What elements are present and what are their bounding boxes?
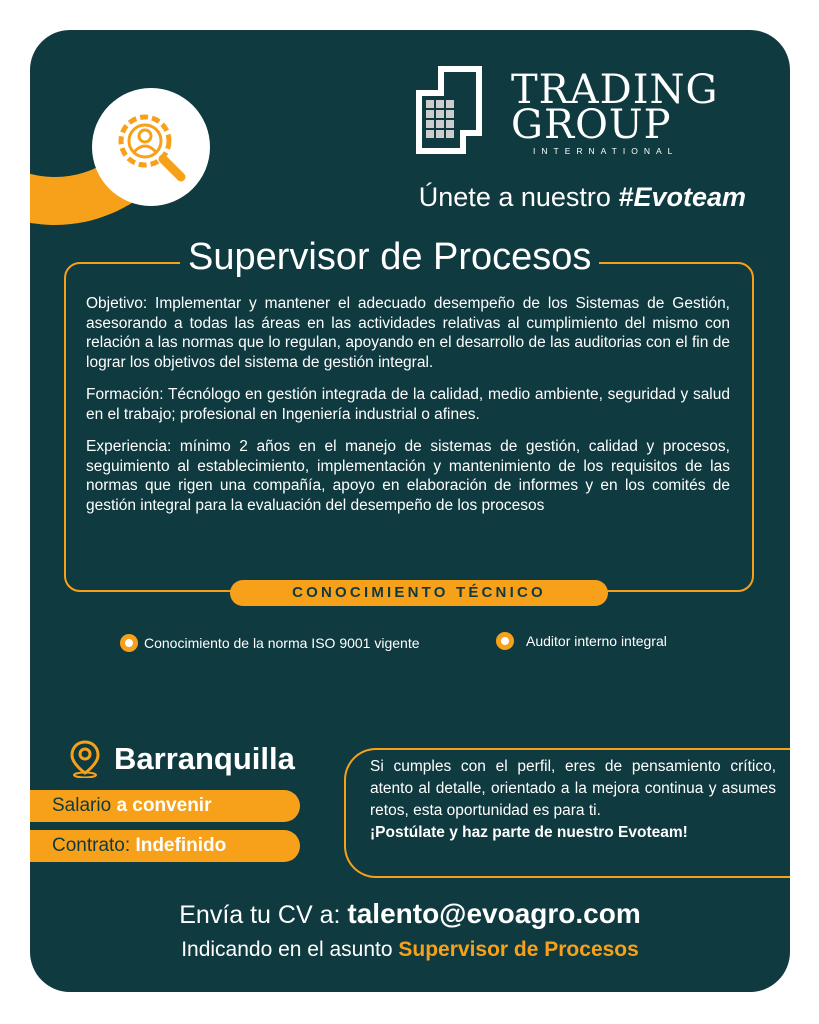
- salary-label: Salario: [52, 795, 112, 816]
- contract-value: Indefinido: [135, 835, 227, 856]
- knowledge-item: [496, 632, 667, 650]
- job-description: [86, 294, 730, 528]
- knowledge-item-label: Auditor interno integral: [526, 633, 667, 649]
- callout-text: Si cumples con el perfil, eres de pensamiento crítico, atento al detalle, orientado a la mejora continua y asumes retos, esta oportunidad es para ti.: [370, 758, 776, 819]
- location-label: Barranquilla: [114, 741, 295, 776]
- logo-word-group: GROUP: [511, 102, 672, 148]
- subject-prefix: Indicando en el asunto: [181, 938, 393, 961]
- logo-grid-icon: [416, 66, 482, 154]
- technical-knowledge-header: CONOCIMIENTO TÉCNICO: [230, 580, 608, 606]
- salary-pill: [30, 790, 300, 822]
- apply-prefix: Envía tu CV a:: [179, 901, 341, 929]
- location: [70, 740, 295, 778]
- job-title: Supervisor de Procesos: [180, 236, 599, 279]
- knowledge-item: [120, 634, 420, 652]
- apply-line: [30, 898, 790, 930]
- logo-word-international: INTERNATIONAL: [533, 146, 679, 156]
- apply-email[interactable]: talento@evoagro.com: [347, 898, 641, 929]
- experience-paragraph: Experiencia: mínimo 2 años en el manejo de sistemas de gestión, calidad y procesos, seguimiento al establecimiento, implementación y mantenimiento de los requisitos de las normas que rigen una compañía, apoyo en elaboración de informes y en los comités de gestión integral para la evaluación del desempeño de los procesos: [86, 438, 730, 514]
- tagline-hashtag: #Evoteam: [618, 182, 746, 212]
- salary-value: a convenir: [116, 795, 212, 816]
- subject-line: [30, 938, 790, 962]
- location-pin-icon: [70, 740, 100, 778]
- tagline-prefix: Únete a nuestro: [418, 182, 611, 212]
- logo-word-trading: TRADING: [511, 67, 719, 113]
- objective-paragraph: Objetivo: Implementar y mantener el adecuado desempeño de los Sistemas de Gestión, asesorando a todas las áreas en las actividades relativas al cumplimiento del mismo con relación a las normas que lo regulan, apoyando en el desarrollo de las auditorias con el fin de lograr los objetivos del sistema de gestión integral.: [86, 295, 730, 371]
- job-poster: [30, 30, 790, 992]
- company-logo: [413, 66, 743, 164]
- bullet-icon: [120, 634, 138, 652]
- subject-value: Supervisor de Procesos: [398, 938, 639, 961]
- contract-label: Contrato:: [52, 835, 131, 856]
- contract-pill: [30, 830, 300, 862]
- callout: [370, 756, 776, 844]
- bullet-icon: [496, 632, 514, 650]
- search-person-icon: [111, 107, 191, 187]
- knowledge-item-label: Conocimiento de la norma ISO 9001 vigente: [144, 635, 420, 651]
- callout-cta: ¡Postúlate y haz parte de nuestro Evoteam!: [370, 824, 688, 841]
- education-paragraph: Formación: Técnólogo en gestión integrada de la calidad, medio ambiente, seguridad y salud en el trabajo; profesional en Ingeniería industrial o afines.: [86, 386, 730, 423]
- recruitment-badge: [92, 88, 210, 206]
- tagline: [419, 182, 746, 213]
